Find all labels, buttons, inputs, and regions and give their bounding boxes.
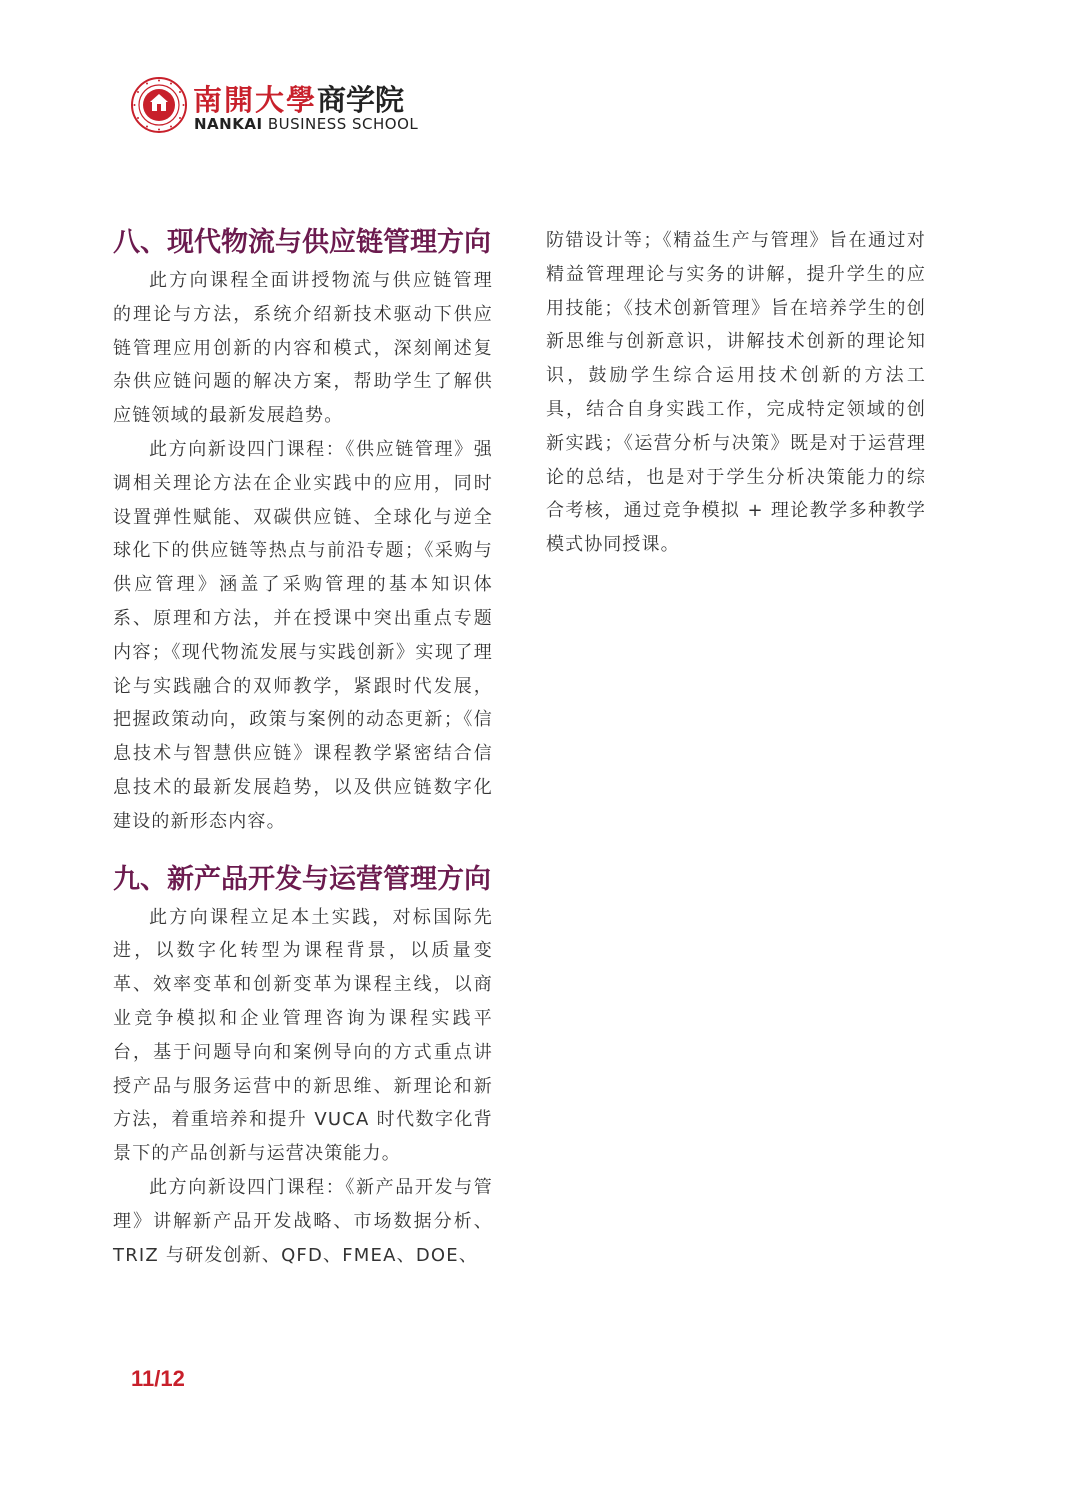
page-number: 11/12 <box>131 1366 185 1391</box>
university-name-cn: 南開大學 <box>193 83 318 117</box>
school-name-en <box>194 115 418 133</box>
section-title: 八、现代物流与供应链管理方向 <box>113 227 491 258</box>
school-name-en-bold: NANKAI <box>194 115 263 133</box>
left-column <box>113 222 493 1272</box>
school-name-cn <box>193 78 404 119</box>
school-name-cn-sub: 商学院 <box>317 83 405 117</box>
paragraph: 此方向新设四门课程：《新产品开发与管理》讲解新产品开发战略、市场数据分析、TRIZ 与研发创新、QFD、FMEA、DOE、 <box>113 1176 493 1266</box>
right-column <box>546 224 926 562</box>
school-name-en-rest: BUSINESS SCHOOL <box>267 115 419 133</box>
university-seal-icon <box>130 76 188 134</box>
paragraph: 此方向课程全面讲授物流与供应链管理的理论与方法，系统介绍新技术驱动下供应链管理应用创新的内容和模式，深刻阐述复杂供应链问题的解决方案，帮助学生了解供应链领域的最新发展趋势。 <box>113 270 493 427</box>
paragraph: 此方向新设四门课程：《供应链管理》强调相关理论方法在企业实践中的应用，同时设置弹性赋能、双碳供应链、全球化与逆全球化下的供应链等热点与前沿专题；《采购与供应管理》涵盖了采购管理的基本知识体系、原理和方法，并在授课中突出重点专题内容；《现代物流发展与实践创新》实现了理论与实践融合的双师教学，紧跟时代发展，把握政策动向，政策与案例的动态更新；《信息技术与智慧供应链》课程教学紧密结合信息技术的最新发展趋势，以及供应链数字化建设的新形态内容。 <box>113 438 493 832</box>
school-logo <box>130 72 450 142</box>
section-title: 九、新产品开发与运营管理方向 <box>113 863 491 895</box>
paragraph-continued: 防错设计等；《精益生产与管理》旨在通过对精益管理理论与实务的讲解，提升学生的应用技能；《技术创新管理》旨在培养学生的创新思维与创新意识，讲解技术创新的理论知识，鼓励学生综合运用技术创新的方法工具，结合自身实践工作，完成特定领域的创新实践；《运营分析与决策》既是对于运营理论的总结，也是对于学生分析决策能力的综合考核，通过竞争模拟 + 理论教学多种教学模式协同授课。 <box>546 230 926 556</box>
paragraph: 此方向课程立足本土实践，对标国际先进，以数字化转型为课程背景，以质量变革、效率变革和创新变革为课程主线，以商业竞争模拟和企业管理咨询为课程实践平台，基于问题导向和案例导向的方式重点讲授产品与服务运营中的新思维、新理论和新方法，着重培养和提升 VUCA 时代数字化背景下的产品创新与运营决策能力。 <box>113 906 493 1165</box>
